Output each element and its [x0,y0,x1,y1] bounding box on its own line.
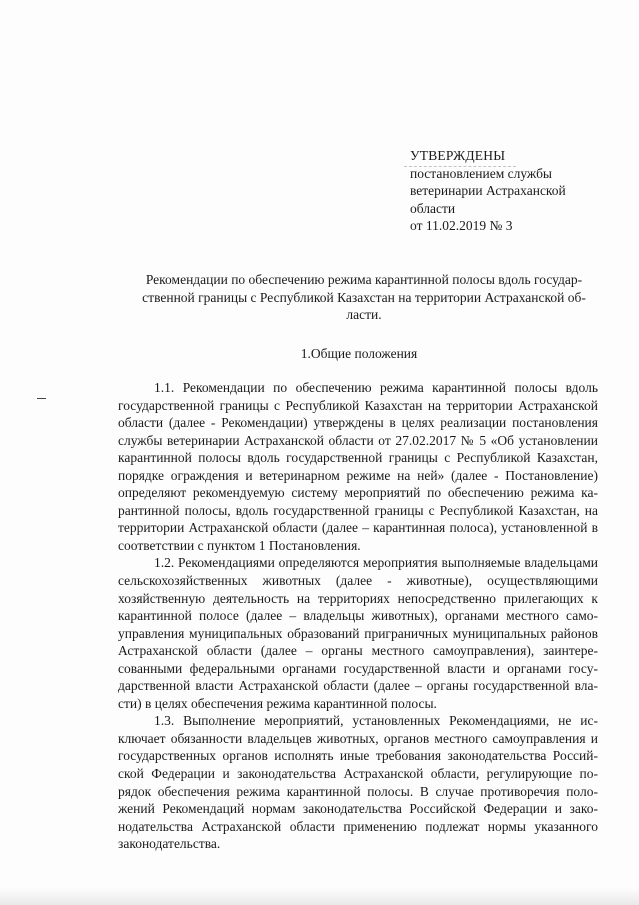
section-title: 1.Общие положения [300,346,418,361]
scan-bottom-edge [0,888,639,905]
margin-mark [37,398,46,399]
approval-block [410,147,610,235]
approval-line-1: постановлением службы [410,165,553,181]
document-body [118,379,598,853]
paragraph-1-3: 1.3. Выполнение мероприятий, установленных Рекомендациями, не исключает обязанности владельцев животных, органов местного самоуправления и государственных органов исполнять иные требования законодательства Российской Федерации и законодательства Астраханской области, регулирующие порядок обеспечения режима карантинной полосы. В случае противоречия положений Рекомендаций нормам законодательства Российской Федерации и законодательства Астраханской области применению подлежат нормы указанного законодательства. [118,713,598,852]
approval-line-3: области [410,200,456,216]
paragraph-1-2: 1.2. Рекомендациями определяются мероприятия выполняемые владельцами сельскохозяйственных животных (далее - животные), осуществляющими хозяйственную деятельность на территориях непосредственно прилегающих к карантинной полосе (далее – владельцы животных), органами местного самоуправления муниципальных образований приграничных муниципальных районов Астраханской области (далее – органы местного самоуправления), заинтересованными федеральными органами государственной власти и органами государственной власти Астраханской области (далее – органы государственной власти) в целях обеспечения режима карантинной полосы. [118,555,598,711]
approval-heading: УТВЕРЖДЕНЫ [410,148,506,163]
approval-line-2: ветеринарии Астраханской [410,183,566,198]
paragraph-1-1: 1.1. Рекомендации по обеспечению режима карантинной полосы вдоль государственной границы с Республикой Казахстан на территории Астраханской области (далее - Рекомендации) утверждены в целях реализации постановления службы ветеринарии Астраханской области от 27.02.2017 № 5 «Об установлении карантинной полосы вдоль государственной границы с Республикой Казахстан, порядке ограждения и ветеринарном режиме на ней» (далее - Постановление) определяют рекомендуемую систему мероприятий по обеспечению режима карантинной полосы, вдоль государственной границы с Республикой Казахстан, на территории Астраханской области (далее – карантинная полоса), установленной в соответствии с пунктом 1 Постановления. [118,380,598,553]
approval-line-4: от 11.02.2019 № 3 [410,218,513,233]
document-title: Рекомендации по обеспечению режима карантинной полосы вдоль государственной границы с Республикой Казахстан на территории Астраханской области. [142,272,586,322]
